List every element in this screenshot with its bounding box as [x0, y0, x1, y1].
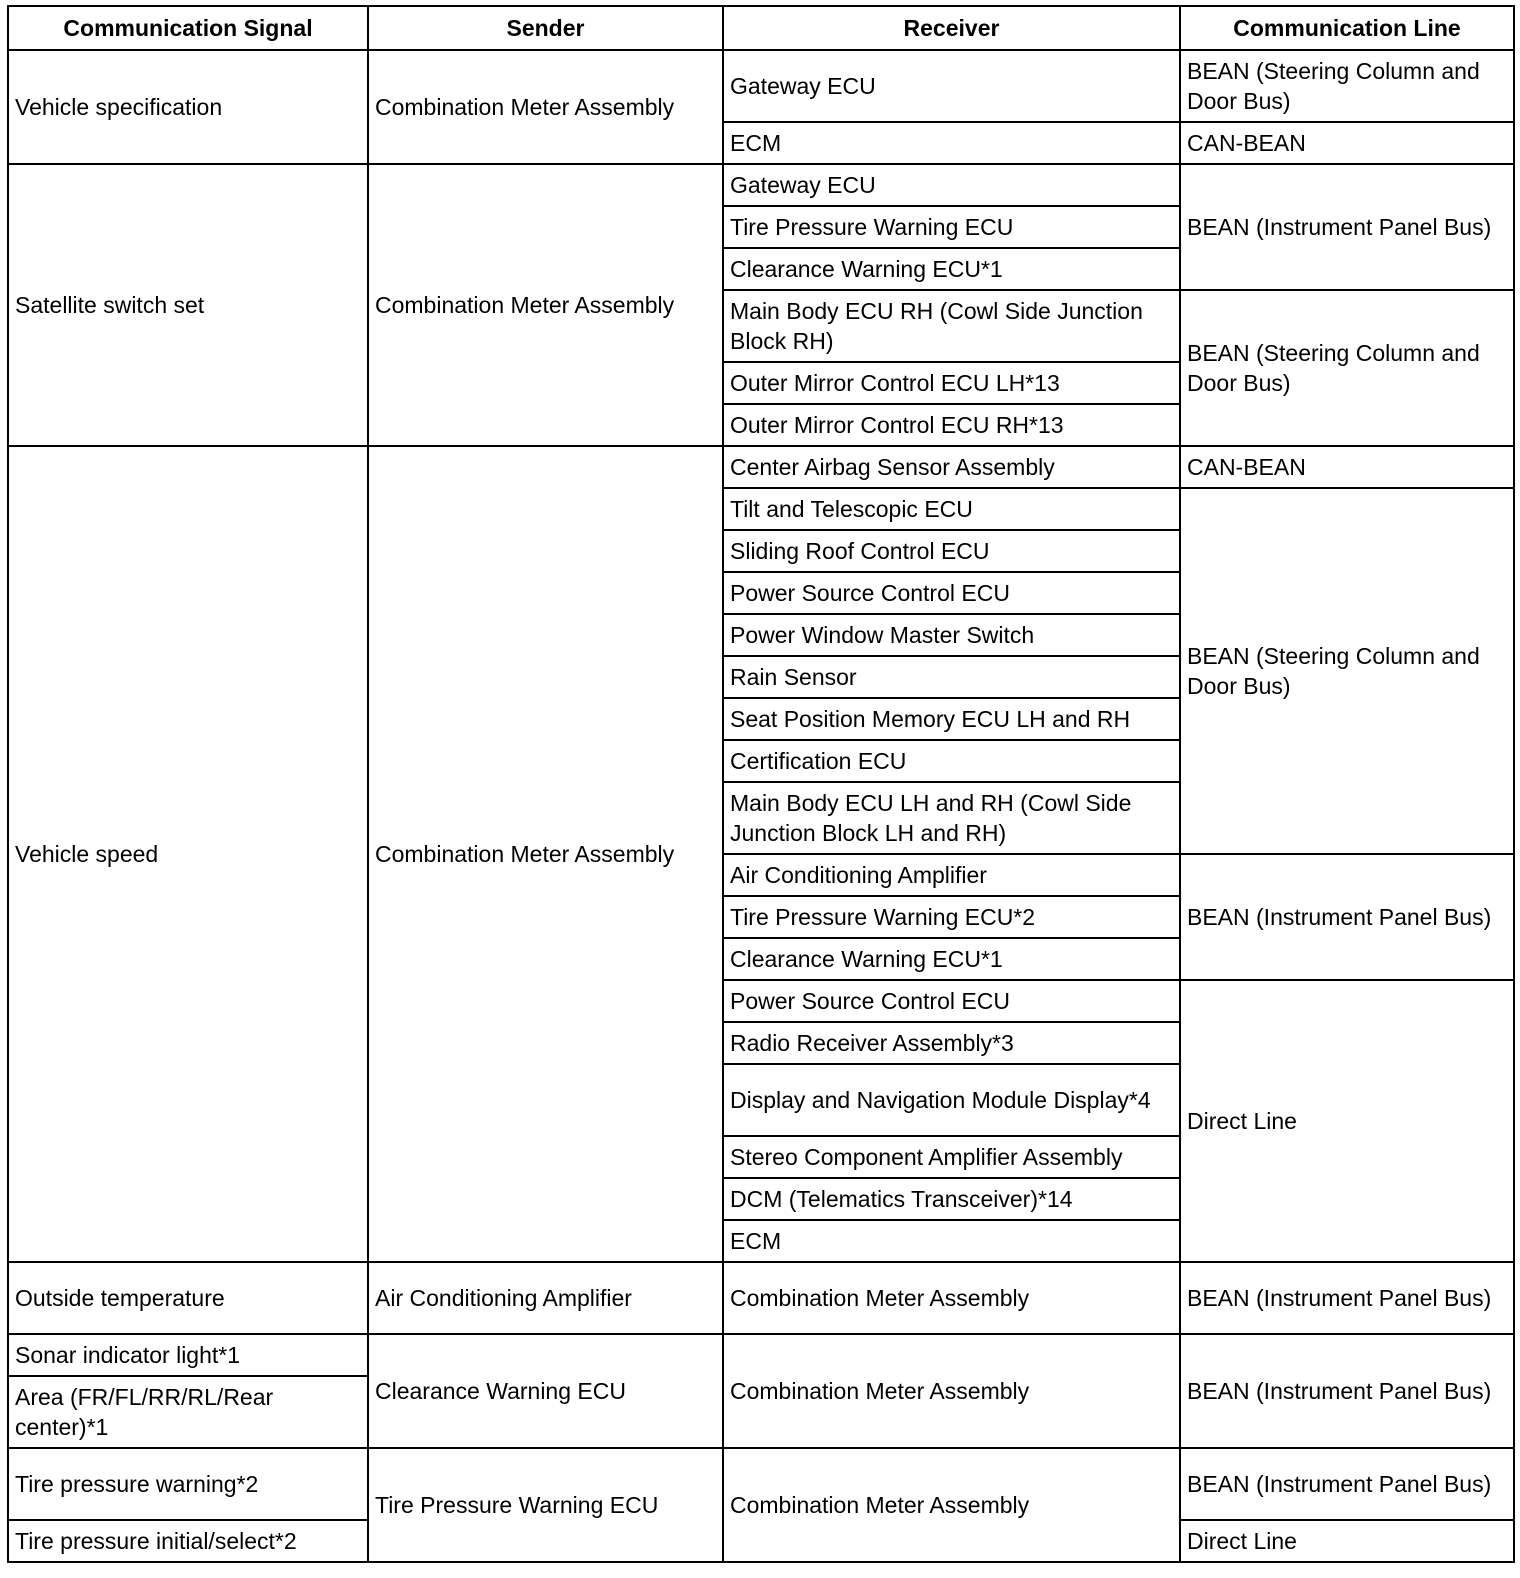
receiver-cell: Stereo Component Amplifier Assembly [723, 1136, 1180, 1178]
header-row [8, 6, 1514, 50]
receiver-cell: Main Body ECU RH (Cowl Side Junction Block RH) [723, 290, 1180, 362]
receiver-cell: Tire Pressure Warning ECU*2 [723, 896, 1180, 938]
sender-cell: Tire Pressure Warning ECU [368, 1448, 723, 1562]
table-row [8, 1262, 1514, 1334]
receiver-cell: Air Conditioning Amplifier [723, 854, 1180, 896]
signal-cell: Tire pressure initial/select*2 [8, 1520, 368, 1562]
receiver-cell: Gateway ECU [723, 50, 1180, 122]
signal-cell: Outside temperature [8, 1262, 368, 1334]
receiver-cell: Power Source Control ECU [723, 572, 1180, 614]
line-cell: BEAN (Instrument Panel Bus) [1180, 1448, 1514, 1520]
line-cell: BEAN (Instrument Panel Bus) [1180, 164, 1514, 290]
signal-cell: Satellite switch set [8, 164, 368, 446]
table-row [8, 446, 1514, 488]
line-cell: BEAN (Instrument Panel Bus) [1180, 1334, 1514, 1448]
receiver-cell: Power Window Master Switch [723, 614, 1180, 656]
receiver-cell: Combination Meter Assembly [723, 1262, 1180, 1334]
table-row [8, 50, 1514, 122]
signal-cell: Sonar indicator light*1 [8, 1334, 368, 1376]
signal-cell: Vehicle specification [8, 50, 368, 164]
communication-table [7, 5, 1515, 1563]
receiver-cell: Certification ECU [723, 740, 1180, 782]
receiver-cell: Seat Position Memory ECU LH and RH [723, 698, 1180, 740]
receiver-cell: Center Airbag Sensor Assembly [723, 446, 1180, 488]
receiver-cell: Sliding Roof Control ECU [723, 530, 1180, 572]
sender-cell: Combination Meter Assembly [368, 164, 723, 446]
header-communication-signal: Communication Signal [8, 6, 368, 50]
line-cell: BEAN (Steering Column and Door Bus) [1180, 50, 1514, 122]
receiver-cell: Clearance Warning ECU*1 [723, 938, 1180, 980]
receiver-cell: Combination Meter Assembly [723, 1334, 1180, 1448]
receiver-cell: Power Source Control ECU [723, 980, 1180, 1022]
header-sender: Sender [368, 6, 723, 50]
header-communication-line: Communication Line [1180, 6, 1514, 50]
sender-cell: Combination Meter Assembly [368, 446, 723, 1262]
receiver-cell: ECM [723, 1220, 1180, 1262]
receiver-cell: ECM [723, 122, 1180, 164]
receiver-cell: Tire Pressure Warning ECU [723, 206, 1180, 248]
line-cell: BEAN (Instrument Panel Bus) [1180, 854, 1514, 980]
sender-cell: Combination Meter Assembly [368, 50, 723, 164]
signal-cell: Tire pressure warning*2 [8, 1448, 368, 1520]
line-cell: Direct Line [1180, 1520, 1514, 1562]
receiver-cell: Outer Mirror Control ECU RH*13 [723, 404, 1180, 446]
receiver-cell: Combination Meter Assembly [723, 1448, 1180, 1562]
line-cell: CAN-BEAN [1180, 446, 1514, 488]
receiver-cell: DCM (Telematics Transceiver)*14 [723, 1178, 1180, 1220]
line-cell: BEAN (Steering Column and Door Bus) [1180, 290, 1514, 446]
receiver-cell: Tilt and Telescopic ECU [723, 488, 1180, 530]
receiver-cell: Rain Sensor [723, 656, 1180, 698]
table-row [8, 1334, 1514, 1376]
line-cell: BEAN (Steering Column and Door Bus) [1180, 488, 1514, 854]
signal-cell: Area (FR/FL/RR/RL/Rear center)*1 [8, 1376, 368, 1448]
receiver-cell: Main Body ECU LH and RH (Cowl Side Junction Block LH and RH) [723, 782, 1180, 854]
line-cell: CAN-BEAN [1180, 122, 1514, 164]
table-row [8, 164, 1514, 206]
receiver-cell: Display and Navigation Module Display*4 [723, 1064, 1180, 1136]
line-cell: BEAN (Instrument Panel Bus) [1180, 1262, 1514, 1334]
line-cell: Direct Line [1180, 980, 1514, 1262]
sender-cell: Air Conditioning Amplifier [368, 1262, 723, 1334]
header-receiver: Receiver [723, 6, 1180, 50]
table-row [8, 1448, 1514, 1520]
sender-cell: Clearance Warning ECU [368, 1334, 723, 1448]
receiver-cell: Outer Mirror Control ECU LH*13 [723, 362, 1180, 404]
receiver-cell: Clearance Warning ECU*1 [723, 248, 1180, 290]
receiver-cell: Gateway ECU [723, 164, 1180, 206]
signal-cell: Vehicle speed [8, 446, 368, 1262]
receiver-cell: Radio Receiver Assembly*3 [723, 1022, 1180, 1064]
